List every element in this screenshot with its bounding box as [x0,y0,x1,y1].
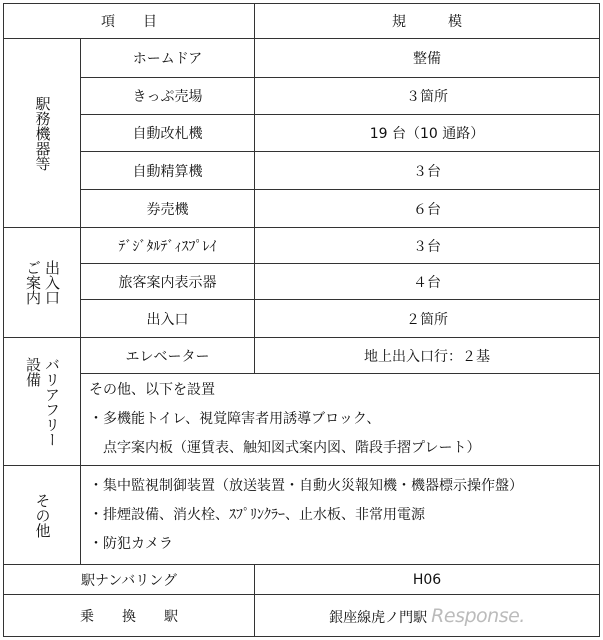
table-row [4,300,600,338]
table-row [4,264,600,300]
watermark-logo: Response. [431,604,525,627]
item-cell: エレベーター [81,338,255,374]
group-label: ご案内 [24,260,42,305]
value-cell: 19 台（10 通路） [255,115,600,152]
note-line: ・多機能トイレ、視覚障害者用誘導ブロック、 [89,411,381,427]
table-row [4,228,600,264]
table-row [4,190,600,228]
value-cell: ４台 [255,264,600,300]
group-other [4,466,81,565]
table-row [4,374,600,466]
barrier-notes [81,374,600,466]
table-row [4,152,600,190]
table-row [4,338,600,374]
value-cell: ２箇所 [255,300,600,338]
header-scale: 規 模 [255,4,600,39]
header-item: 項 目 [4,4,255,39]
table-row [4,565,600,595]
note-line: その他、以下を設置 [89,382,215,398]
table-row [4,595,600,637]
group-label: その他 [33,492,52,538]
group-label: バリアフリー [43,356,61,447]
value-cell: ３箇所 [255,78,600,115]
group-guide [4,228,81,338]
transfer-label: 乗 換 駅 [4,595,255,637]
value-cell: 地上出入口行：２基 [255,338,600,374]
item-cell: 旅客案内表示器 [81,264,255,300]
header-row [4,4,600,39]
item-cell: ﾃﾞｼﾞﾀﾙﾃﾞｨｽﾌﾟﾚｲ [81,228,255,264]
value-cell: 整備 [255,39,600,78]
numbering-value: H06 [255,565,600,595]
item-cell: ホームドア [81,39,255,78]
group-label: 出入口 [43,260,61,305]
group-label: 駅務機器等 [33,95,52,171]
item-cell: 券売機 [81,190,255,228]
table-row [4,466,600,565]
transfer-cell [255,595,600,637]
note-line: ・防犯カメラ [89,535,173,552]
note-line: ・集中監視制御装置（放送装置・自動火災報知機・機器標示操作盤） [89,477,523,494]
item-cell: 自動精算機 [81,152,255,190]
item-cell: 自動改札機 [81,115,255,152]
value-cell: ３台 [255,228,600,264]
table-row [4,39,600,78]
other-notes [81,466,600,565]
note-line: 点字案内板（運賃表、触知図式案内図、階段手摺プレート） [89,440,481,456]
station-spec-table [3,3,600,637]
numbering-label: 駅ナンバリング [4,565,255,595]
value-cell: ６台 [255,190,600,228]
item-cell: きっぷ売場 [81,78,255,115]
table-row [4,78,600,115]
group-barrier [4,338,81,466]
value-cell: ３台 [255,152,600,190]
group-station [4,39,81,228]
table-row [4,115,600,152]
note-line: ・排煙設備、消火栓、ｽﾌﾟﾘﾝｸﾗｰ、止水板、非常用電源 [89,506,425,523]
item-cell: 出入口 [81,300,255,338]
group-label: 設備 [24,356,42,387]
transfer-value: 銀座線虎ノ門駅 [329,609,428,626]
